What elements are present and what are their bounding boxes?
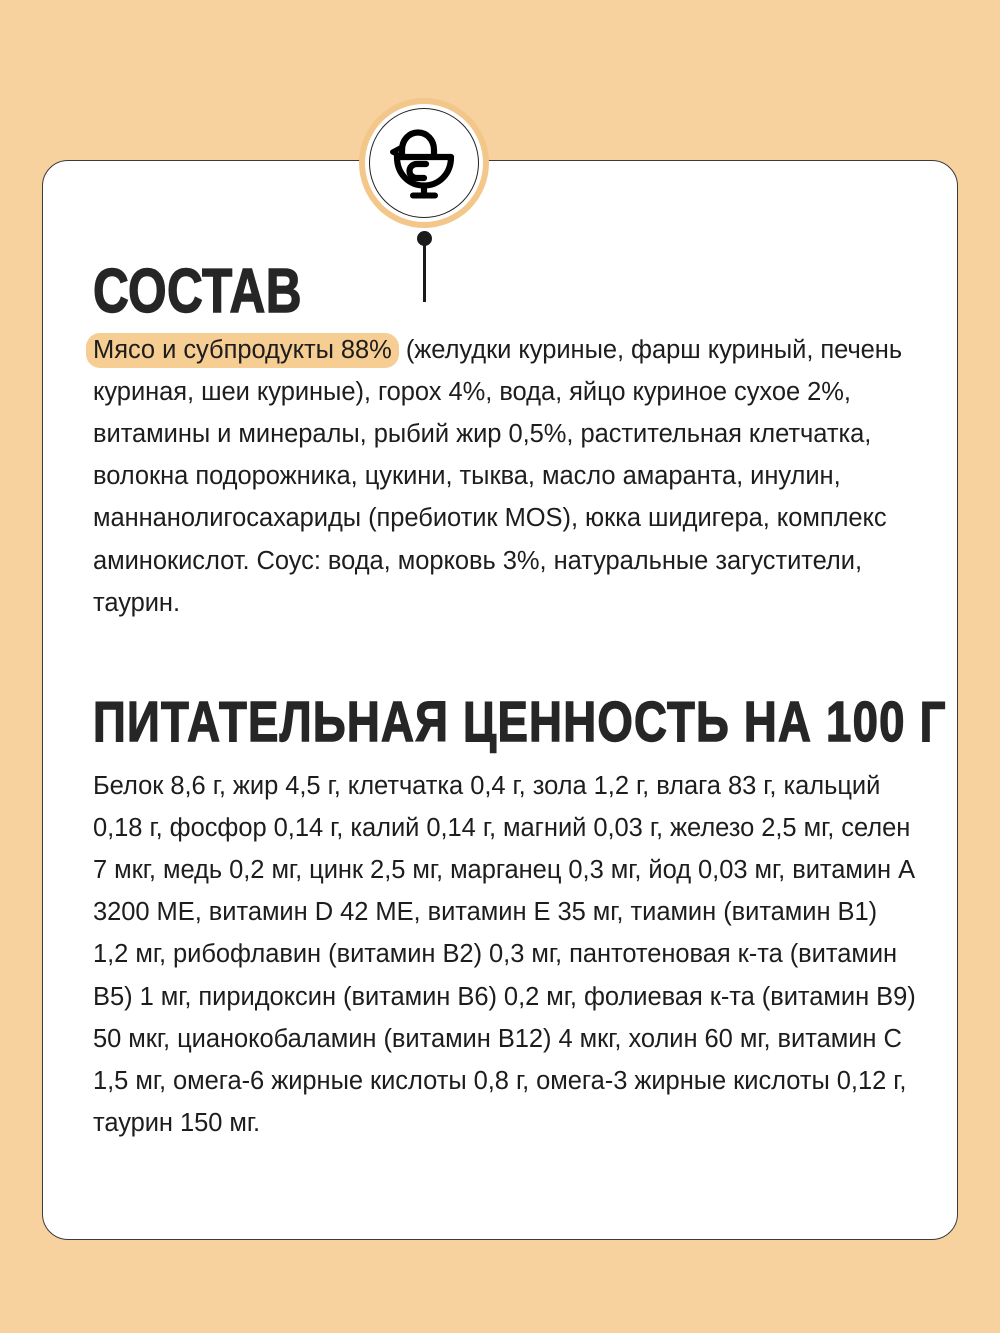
page-title: СОСТАВ xyxy=(93,256,302,326)
chick-icon xyxy=(386,126,462,200)
nutrition-paragraph: Белок 8,6 г, жир 4,5 г, клетчатка 0,4 г, зола 1,2 г, влага 83 г, кальций 0,18 г, фосфор 0,14 г, калий 0,14 г, магний 0,03 г, железо 2,5 мг, селен 7 мкг, медь 0,2 мг, цинк 2,5 мг, марганец 0,3 мг, йод 0,03 мг, витамин A 3200 МЕ, витамин D 42 МЕ, витамин E 35 мг, тиамин (витамин B1) 1,2 мг, рибофлавин (витамин B2) 0,3 мг, пантотеновая к-та (витамин B5) 1 мг, пиридоксин (витамин B6) 0,2 мг, фолиевая к-та (витамин B9) 50 мкг, цианокобаламин (витамин B12) 4 мкг, холин 60 мг, витамин C 1,5 мг, омега-6 жирные кислоты 0,8 г, омега-3 жирные кислоты 0,12 г, таурин 150 мг. xyxy=(93,771,916,1138)
connector-line xyxy=(423,244,426,302)
nutrition-title: ПИТАТЕЛЬНАЯ ЦЕННОСТЬ НА 100 Г xyxy=(93,690,947,755)
composition-rest: (желудки куриные, фарш куриный, печень куриная, шеи куриные), горох 4%, вода, яйцо куриное сухое 2%, витамины и минералы, рыбий жир 0,5%, растительная клетчатка, волокна подорожника, цукини, тыква, масло амаранта, инулин, маннанолигосахариды (пребиотик MOS), юкка шидигера, комплекс аминокислот. Соус: вода, морковь 3%, натуральные загустители, таурин. xyxy=(93,335,903,617)
composition-highlight: Мясо и субпродукты 88% xyxy=(86,333,399,368)
composition-paragraph xyxy=(93,329,919,624)
info-card xyxy=(42,160,958,1240)
badge-inner-circle xyxy=(369,108,479,218)
chick-badge xyxy=(359,98,489,228)
